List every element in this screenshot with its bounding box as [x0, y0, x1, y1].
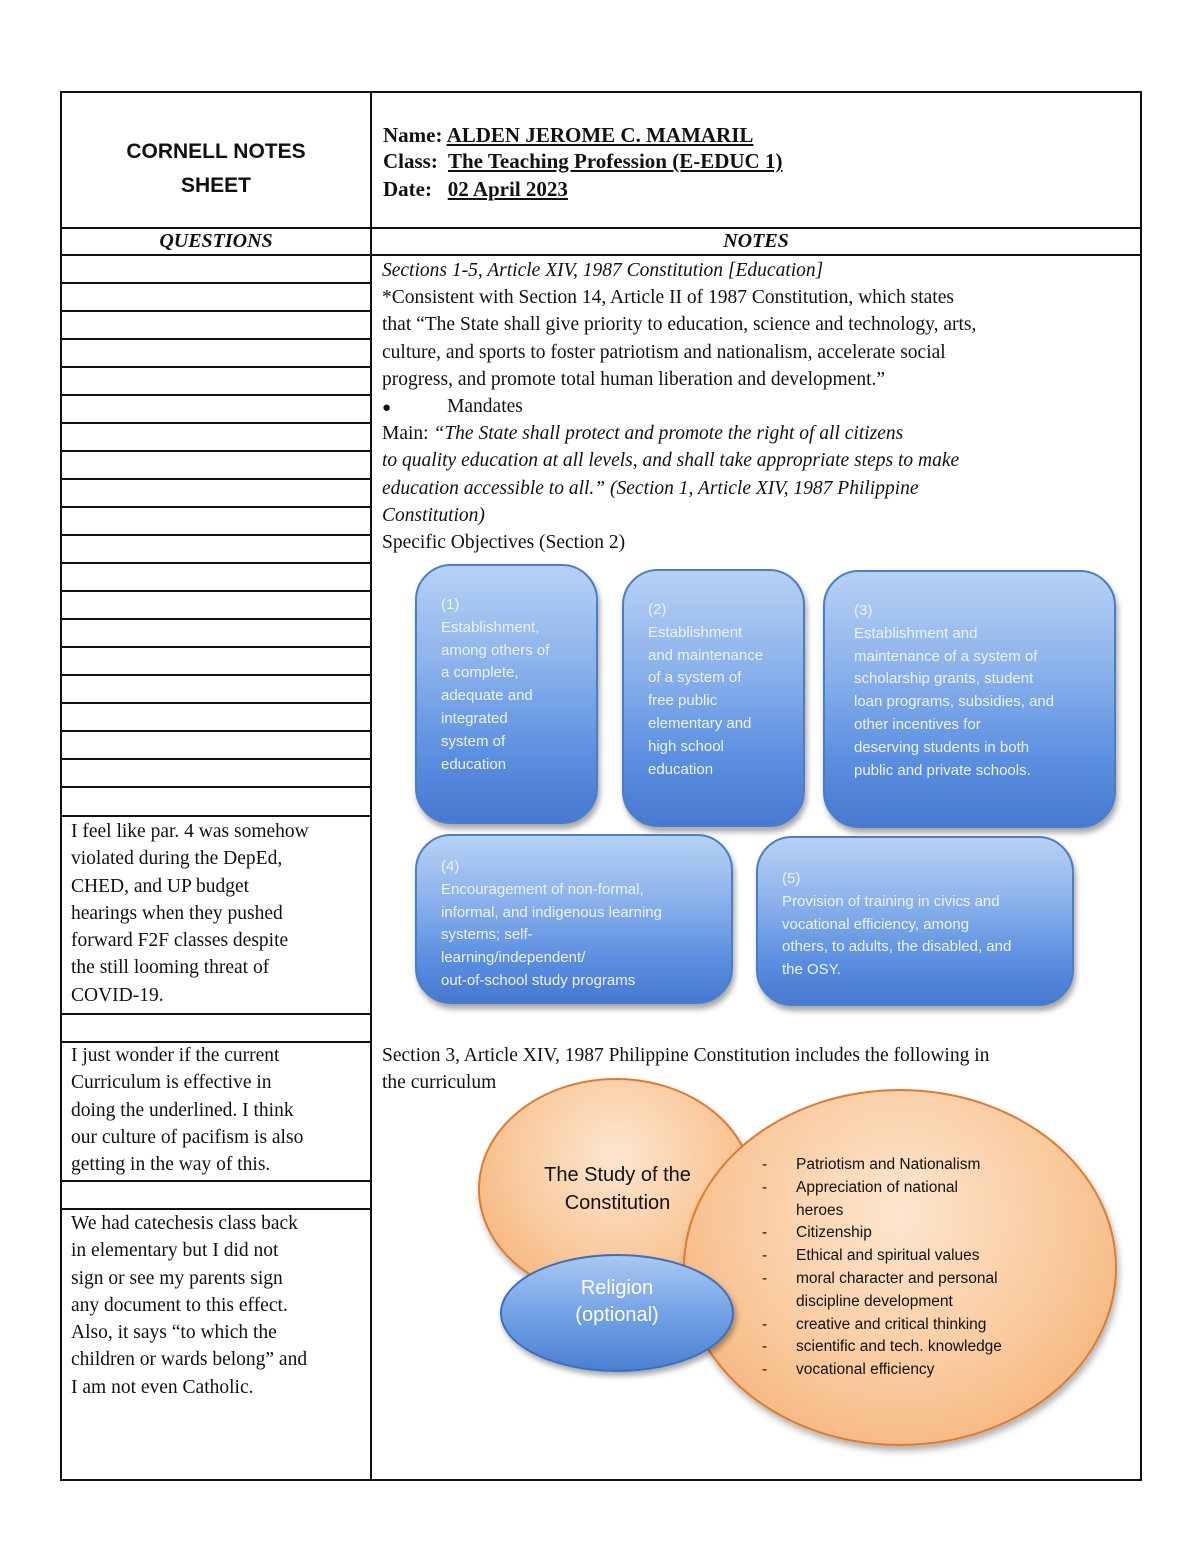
objective-line: other incentives for — [854, 715, 981, 733]
date-row — [383, 175, 568, 203]
question-line-text: hearings when they pushed — [71, 902, 283, 924]
objective-line: out-of-school study programs — [441, 971, 636, 989]
objective-line: learning/independent/ — [441, 949, 586, 967]
objective-line: maintenance of a system of — [854, 647, 1038, 665]
main-quote-citation: Constitution) — [382, 504, 485, 526]
curriculum-item: - Appreciation of national — [762, 1177, 1002, 1200]
objective-line: systems; self- — [441, 926, 533, 944]
main-quote-line: to quality education at all levels, and shall take appropriate steps to make — [382, 450, 960, 472]
question-line — [60, 506, 371, 508]
question-line-text: We had catechesis class back — [71, 1213, 298, 1234]
date-label: Date: — [383, 177, 432, 201]
question-line-text: Curriculum is effective in — [71, 1072, 272, 1094]
main-mandate — [382, 420, 959, 529]
objective-line: Establishment, — [441, 618, 540, 636]
objective-line: and maintenance — [648, 646, 764, 664]
questions-heading: QUESTIONS — [159, 230, 273, 252]
question-line — [60, 730, 371, 732]
question-line-text: in elementary but I did not — [71, 1240, 279, 1262]
question-line — [60, 1013, 371, 1015]
objective-box-3 — [823, 570, 1116, 828]
curriculum-item-continued: heroes — [796, 1201, 844, 1219]
paragraph-line: Section 3, Article XIV, 1987 Philippine Constitution includes the following in — [382, 1045, 990, 1066]
question-line — [60, 310, 371, 312]
objective-line: informal, and indigenous learning — [441, 903, 662, 921]
bullet-icon: ● — [382, 400, 392, 416]
objective-line: education — [441, 755, 507, 773]
question-line-text: forward F2F classes despite — [71, 930, 289, 952]
objective-box-1 — [415, 564, 598, 824]
objective-line: (2) — [648, 601, 667, 618]
question-line-text: Also, it says “to which the — [71, 1322, 277, 1344]
objective-line: vocational efficiency, among — [782, 915, 970, 933]
curriculum-item: - creative and critical thinking — [762, 1314, 1002, 1337]
objective-line: Establishment — [648, 623, 743, 641]
objective-line: others, to adults, the disabled, and — [782, 938, 1012, 956]
objective-line: of a system of — [648, 669, 742, 687]
curriculum-item: - Patriotism and Nationalism — [762, 1154, 1002, 1177]
question-line — [60, 1180, 371, 1182]
question-line-text: I am not even Catholic. — [71, 1376, 254, 1398]
question-line — [60, 786, 371, 788]
curriculum-item: - vocational efficiency — [762, 1359, 1002, 1382]
curriculum-item: - moral character and personal — [762, 1268, 1002, 1291]
objective-line: Provision of training in civics and — [782, 892, 1000, 910]
main-label: Main: — [382, 423, 434, 444]
question-line — [60, 590, 371, 592]
name-label: Name: — [383, 123, 443, 147]
objective-line: among others of — [441, 641, 550, 659]
question-3 — [71, 1210, 307, 1401]
question-line — [60, 674, 371, 676]
class-row — [383, 147, 782, 175]
question-line — [60, 394, 371, 396]
notes-heading: NOTES — [723, 230, 789, 252]
mandates-bullet — [382, 393, 523, 422]
question-line — [60, 478, 371, 480]
objective-line: free public — [648, 692, 718, 710]
paragraph-line: the curriculum — [382, 1072, 497, 1094]
class-label: Class: — [383, 149, 438, 173]
main-quote-line: “The State shall protect and promote the right of all citizens — [433, 423, 904, 444]
question-line-text: our culture of pacifism is also — [71, 1126, 304, 1148]
question-line-text: the still looming threat of — [71, 957, 270, 979]
main-quote-line: education accessible to all. — [382, 477, 595, 499]
objective-line: Establishment and — [854, 624, 978, 642]
objective-line: high school — [648, 737, 724, 755]
question-line — [60, 450, 371, 452]
objective-line: (4) — [441, 858, 460, 875]
constitution-label-line: The Study of the — [544, 1164, 691, 1186]
name-value: ALDEN JEROME C. MAMARIL — [446, 123, 754, 147]
objective-line: system of — [441, 732, 506, 750]
objective-line: deserving students in both — [854, 738, 1030, 756]
class-value: The Teaching Profession (E-EDUC 1) — [447, 149, 783, 173]
objective-line: education — [648, 760, 714, 778]
religion-label-line: Religion — [580, 1277, 654, 1299]
objective-line: elementary and — [648, 714, 752, 732]
question-line-text: COVID-19. — [71, 984, 164, 1006]
curriculum-item: - Ethical and spiritual values — [762, 1245, 1002, 1268]
curriculum-item: - scientific and tech. knowledge — [762, 1336, 1002, 1359]
constitution-label-line: Constitution — [564, 1192, 671, 1214]
constitution-label — [530, 1161, 705, 1217]
question-line — [60, 338, 371, 340]
bullet-text: Mandates — [447, 396, 523, 417]
curriculum-item: - Citizenship — [762, 1222, 1002, 1245]
objective-box-2 — [622, 569, 805, 827]
question-line-text: I feel like par. 4 was somehow — [71, 821, 309, 842]
question-line — [60, 758, 371, 760]
question-line — [60, 366, 371, 368]
notes-heading-text: Sections 1-5, Article XIV, 1987 Constitution [Education] — [382, 260, 824, 281]
question-line — [60, 618, 371, 620]
question-line-text: sign or see my parents sign — [71, 1267, 283, 1289]
question-line — [60, 534, 371, 536]
title-line: CORNELL NOTES — [126, 140, 306, 163]
objective-line: Encouragement of non-formal, — [441, 880, 644, 898]
question-1 — [71, 818, 309, 1009]
paragraph-line: culture, and sports to foster patriotism and nationalism, accelerate social — [382, 341, 946, 363]
paragraph-line: that “The State shall give priority to education, science and technology, arts, — [382, 314, 977, 336]
objective-box-5 — [756, 836, 1074, 1006]
question-line-text: violated during the DepEd, — [71, 848, 283, 870]
question-line — [60, 422, 371, 424]
objective-line: a complete, — [441, 664, 519, 682]
question-line — [60, 702, 371, 704]
question-line-text: children or wards belong” and — [71, 1349, 308, 1371]
objective-line: the OSY. — [782, 961, 841, 979]
title-line: SHEET — [180, 174, 251, 197]
paragraph-line: *Consistent with Section 14, Article II of 1987 Constitution, which states — [382, 287, 954, 308]
question-line-text: doing the underlined. I think — [71, 1099, 294, 1121]
objective-line: loan programs, subsidies, and — [854, 693, 1055, 711]
specific-objectives-label: Specific Objectives (Section 2) — [382, 532, 626, 553]
religion-label-line: (optional) — [575, 1304, 659, 1326]
objective-line: (3) — [854, 602, 873, 619]
objective-line: public and private schools. — [854, 761, 1031, 779]
question-line-text: any document to this effect. — [71, 1294, 288, 1316]
objective-line: scholarship grants, student — [854, 670, 1034, 688]
column-head-divider — [60, 254, 1142, 256]
objective-box-4 — [415, 834, 733, 1004]
objective-line: (1) — [441, 596, 460, 613]
date-value: 02 April 2023 — [447, 177, 568, 201]
header-divider — [60, 227, 1142, 229]
question-line-text: CHED, and UP budget — [71, 875, 250, 897]
curriculum-item-continued: discipline development — [796, 1292, 953, 1310]
question-line-text: I just wonder if the current — [71, 1045, 280, 1066]
question-line — [60, 646, 371, 648]
curriculum-list — [762, 1154, 1002, 1382]
objective-line: (5) — [782, 870, 801, 887]
question-2 — [71, 1042, 303, 1178]
main-quote-citation: ” (Section 1, Article XIV, 1987 Philippine — [594, 477, 919, 499]
question-line — [60, 815, 371, 817]
question-line — [60, 562, 371, 564]
paragraph-line: progress, and promote total human liberation and development.” — [382, 368, 886, 390]
notes-paragraph — [382, 284, 976, 393]
question-line-text: getting in the way of this. — [71, 1154, 271, 1176]
name-row — [383, 121, 753, 149]
sheet-title — [62, 135, 370, 203]
objective-line: integrated — [441, 709, 508, 727]
question-line — [60, 282, 371, 284]
religion-circle — [500, 1254, 734, 1372]
objective-line: adequate and — [441, 687, 533, 705]
